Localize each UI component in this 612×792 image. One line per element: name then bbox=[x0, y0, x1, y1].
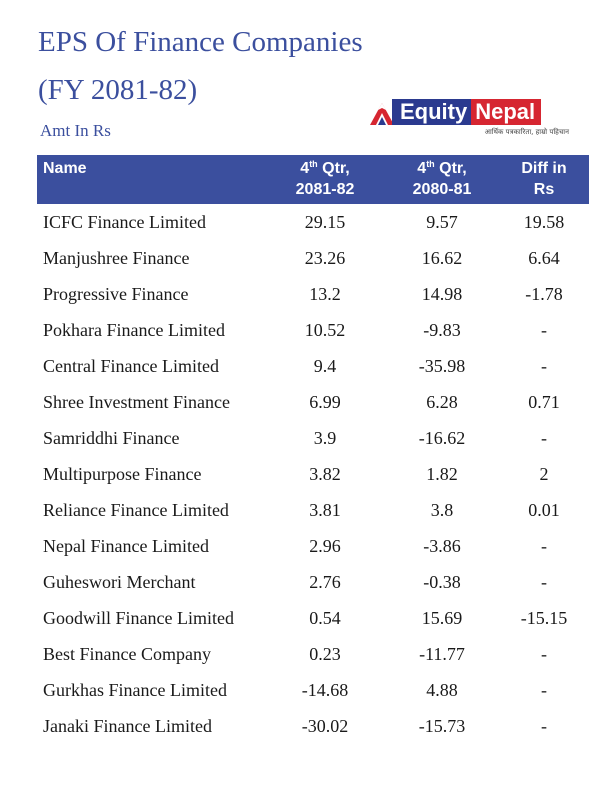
cell-eps-2080-81: 9.57 bbox=[426, 211, 458, 232]
table-header-row bbox=[37, 155, 589, 204]
logo-wordmark bbox=[392, 99, 541, 125]
table-row bbox=[37, 456, 589, 492]
column-header-q4-number: 4 bbox=[300, 160, 310, 177]
cell-company-name: Gurkhas Finance Limited bbox=[43, 679, 227, 700]
column-header-diff-unit: Rs bbox=[533, 181, 555, 198]
column-header-year-label: 2081-82 bbox=[295, 181, 355, 198]
cell-eps-2081-82: 6.99 bbox=[309, 391, 341, 412]
cell-eps-2080-81: 16.62 bbox=[421, 247, 463, 268]
cell-eps-2080-81: -3.86 bbox=[423, 535, 461, 556]
cell-eps-2080-81: -16.62 bbox=[418, 427, 466, 448]
cell-company-name: Goodwill Finance Limited bbox=[43, 607, 234, 628]
cell-eps-diff: - bbox=[541, 355, 547, 376]
table-row bbox=[37, 420, 589, 456]
cell-eps-2081-82: -30.02 bbox=[301, 715, 349, 736]
cell-eps-diff: 6.64 bbox=[528, 247, 560, 268]
cell-company-name: Multipurpose Finance bbox=[43, 463, 202, 484]
table-row bbox=[37, 384, 589, 420]
column-header-q4-2080-81 bbox=[385, 155, 499, 204]
cell-eps-2080-81: 1.82 bbox=[426, 463, 458, 484]
cell-eps-diff: - bbox=[541, 715, 547, 736]
column-header-name bbox=[37, 155, 265, 204]
cell-eps-diff: 0.71 bbox=[528, 391, 560, 412]
cell-company-name: Pokhara Finance Limited bbox=[43, 319, 225, 340]
eps-table bbox=[37, 155, 589, 744]
cell-eps-2081-82: 9.4 bbox=[313, 355, 337, 376]
cell-eps-diff: - bbox=[541, 679, 547, 700]
cell-eps-2080-81: -15.73 bbox=[418, 715, 466, 736]
table-row bbox=[37, 672, 589, 708]
cell-eps-2080-81: -35.98 bbox=[418, 355, 466, 376]
cell-eps-diff: - bbox=[541, 319, 547, 340]
column-header-diff bbox=[499, 155, 589, 204]
table-row bbox=[37, 204, 589, 240]
logo-word-equity: Equity bbox=[392, 99, 471, 125]
cell-eps-diff: 0.01 bbox=[528, 499, 560, 520]
cell-eps-2080-81: 14.98 bbox=[421, 283, 463, 304]
cell-company-name: Manjushree Finance bbox=[43, 247, 190, 268]
column-header-ordinal-suffix: th bbox=[309, 159, 318, 169]
cell-eps-diff: 19.58 bbox=[523, 211, 565, 232]
table-row bbox=[37, 276, 589, 312]
page-title: EPS Of Finance Companies bbox=[38, 26, 363, 58]
cell-eps-2081-82: 2.76 bbox=[309, 571, 341, 592]
cell-eps-2080-81: 15.69 bbox=[421, 607, 463, 628]
cell-company-name: Best Finance Company bbox=[43, 643, 211, 664]
cell-eps-2081-82: 29.15 bbox=[304, 211, 346, 232]
table-body bbox=[37, 204, 589, 744]
cell-eps-diff: -15.15 bbox=[520, 607, 568, 628]
column-header-qtr-label: Qtr, bbox=[439, 160, 467, 177]
cell-company-name: Central Finance Limited bbox=[43, 355, 219, 376]
table-row bbox=[37, 528, 589, 564]
cell-eps-2080-81: -0.38 bbox=[423, 571, 461, 592]
table-row bbox=[37, 348, 589, 384]
cell-eps-2080-81: 3.8 bbox=[430, 499, 454, 520]
cell-eps-diff: 2 bbox=[539, 463, 549, 484]
cell-eps-2081-82: 0.23 bbox=[309, 643, 341, 664]
table-row bbox=[37, 708, 589, 744]
cell-company-name: ICFC Finance Limited bbox=[43, 211, 206, 232]
table-row bbox=[37, 312, 589, 348]
cell-company-name: Janaki Finance Limited bbox=[43, 715, 212, 736]
cell-eps-diff: - bbox=[541, 535, 547, 556]
cell-eps-2081-82: 2.96 bbox=[309, 535, 341, 556]
cell-eps-diff: -1.78 bbox=[525, 283, 563, 304]
cell-eps-2080-81: 6.28 bbox=[426, 391, 458, 412]
column-header-year-label: 2080-81 bbox=[412, 181, 472, 198]
table-row bbox=[37, 600, 589, 636]
cell-eps-2080-81: -9.83 bbox=[423, 319, 461, 340]
cell-eps-2080-81: 4.88 bbox=[426, 679, 458, 700]
column-header-ordinal-suffix: th bbox=[426, 159, 435, 169]
column-header-qtr-label: Qtr, bbox=[322, 160, 350, 177]
column-header-name-label: Name bbox=[43, 160, 87, 177]
cell-company-name: Reliance Finance Limited bbox=[43, 499, 229, 520]
cell-eps-2081-82: 23.26 bbox=[304, 247, 346, 268]
cell-company-name: Progressive Finance bbox=[43, 283, 189, 304]
column-header-diff-label: Diff in bbox=[521, 160, 567, 177]
logo-tagline: आर्थिक पत्रकारिता, हाम्रो पहिचान bbox=[484, 128, 569, 136]
table-row bbox=[37, 564, 589, 600]
cell-eps-2081-82: 3.9 bbox=[313, 427, 337, 448]
table-row bbox=[37, 492, 589, 528]
cell-eps-2081-82: 3.82 bbox=[309, 463, 341, 484]
cell-eps-2081-82: 0.54 bbox=[309, 607, 341, 628]
table-row bbox=[37, 240, 589, 276]
cell-eps-2081-82: 3.81 bbox=[309, 499, 341, 520]
logo-word-nepal: Nepal bbox=[471, 99, 541, 125]
cell-company-name: Shree Investment Finance bbox=[43, 391, 230, 412]
table-row bbox=[37, 636, 589, 672]
page-title-fiscal-year: (FY 2081-82) bbox=[38, 74, 198, 106]
cell-eps-diff: - bbox=[541, 643, 547, 664]
equity-nepal-logo bbox=[368, 97, 573, 145]
cell-eps-diff: - bbox=[541, 571, 547, 592]
cell-company-name: Nepal Finance Limited bbox=[43, 535, 209, 556]
column-header-q4-number: 4 bbox=[417, 160, 427, 177]
cell-company-name: Guheswori Merchant bbox=[43, 571, 196, 592]
cell-eps-diff: - bbox=[541, 427, 547, 448]
cell-company-name: Samriddhi Finance bbox=[43, 427, 180, 448]
cell-eps-2081-82: 10.52 bbox=[304, 319, 346, 340]
cell-eps-2081-82: -14.68 bbox=[301, 679, 349, 700]
cell-eps-2080-81: -11.77 bbox=[419, 643, 465, 664]
amount-unit-label: Amt In Rs bbox=[40, 121, 111, 140]
cell-eps-2081-82: 13.2 bbox=[309, 283, 341, 304]
column-header-q4-2081-82 bbox=[265, 155, 385, 204]
